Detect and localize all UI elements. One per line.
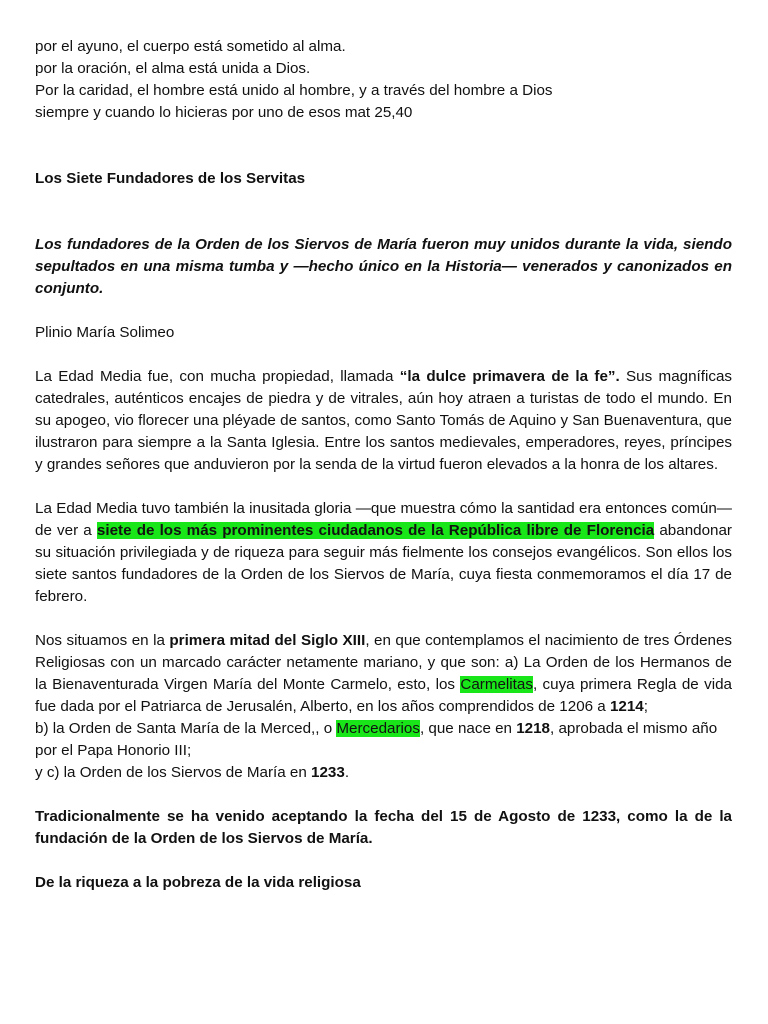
author-name: Plinio María Solimeo	[35, 324, 175, 341]
paragraph-3-bold-century: primera mitad del Siglo XIII	[169, 632, 366, 649]
article-title: Los Siete Fundadores de los Servitas	[35, 170, 306, 187]
paragraph-3-text-2: , en que contemplamos el nacimiento de tres Órdenes Religiosas con un marcado carácter netamente mariano, y que son: a) La Orden de los Hermanos de la Bienaventurada Virgen María del Monte Carmelo, esto, los	[35, 632, 733, 693]
paragraph-4-bold: Tradicionalmente se ha venido aceptando la fecha del 15 de Agosto de 1233, como la de la fundación de la Orden de los Siervos de María.	[35, 808, 732, 847]
year-1218: 1218	[516, 720, 551, 737]
intro-line-3: Por la caridad, el hombre está unido al hombre, y a través del hombre a Dios	[35, 82, 553, 99]
paragraph-3-line-c	[35, 762, 732, 784]
intro-line-2: por la oración, el alma está unida a Dios.	[35, 60, 311, 77]
paragraph-1-text-end: Sus magníficas catedrales, auténticos encajes de piedra y de vitrales, aún hoy atraen a turistas de todo el mundo. En su apogeo, vio florecer una pléyade de santos, como Santo Tomás de Aquino y San Buenaventura, que ilustraron para siempre a la Santa Iglesia. Entre los santos medievales, emperadores, reyes, príncipes y grandes señores que anduvieron por la senda de la virtud fueron elevados a la honra de los altares.	[35, 368, 732, 473]
paragraph-3-text-3: , cuya primera Regla de vida fue dada por el Patriarca de Jerusalén, Alberto, en los años comprendidos de 1206 a	[35, 676, 732, 715]
paragraph-2-text-start: La Edad Media tuvo también la inusitada gloria —que muestra cómo la santidad era entonces común— de ver a	[35, 500, 732, 539]
line-c-text-2: .	[344, 764, 350, 781]
paragraph-1-text-start: La Edad Media fue, con mucha propiedad, llamada	[35, 368, 400, 385]
highlight-carmelitas: Carmelitas	[460, 676, 533, 693]
document-page	[35, 36, 732, 894]
line-b-text-3: , aprobada el mismo año por el Papa Honorio III;	[35, 720, 718, 759]
line-b-text-1: b) la Orden de Santa María de la Merced,, o	[35, 720, 337, 737]
intro-line-1: por el ayuno, el cuerpo está sometido al alma.	[35, 38, 346, 55]
paragraph-3-text-1: Nos situamos en la	[35, 632, 170, 649]
line-c-text-1: y c) la Orden de los Siervos de María en	[35, 764, 312, 781]
paragraph-3	[35, 630, 732, 718]
paragraph-2-text-end: abandonar su situación privilegiada y de riqueza para seguir más fielmente los consejos evangélicos. Son ellos los siete santos fundadores de la Orden de los Siervos de María, cuya fiesta conmemoramos el día 17 de febrero.	[35, 522, 732, 605]
article-subtitle: Los fundadores de la Orden de los Siervos de María fueron muy unidos durante la vida, siendo sepultados en una misma tumba y —hecho único en la Historia— venerados y canonizados en conjunto.	[35, 236, 732, 297]
paragraph-3-text-4: ;	[643, 698, 648, 715]
highlight-mercedarios: Mercedarios	[336, 720, 420, 737]
paragraph-1-bold-quote: “la dulce primavera de la fe”.	[399, 368, 620, 385]
intro-line-4: siempre y cuando lo hicieras por uno de esos mat 25,40	[35, 104, 413, 121]
paragraph-3-line-b	[35, 718, 732, 762]
paragraph-2-highlight: siete de los más prominentes ciudadanos de la República libre de Florencia	[96, 522, 655, 539]
paragraph-2	[35, 498, 732, 608]
year-1214: 1214	[609, 698, 644, 715]
paragraph-1	[35, 366, 732, 476]
section-heading: De la riqueza a la pobreza de la vida religiosa	[35, 874, 361, 891]
year-1233: 1233	[311, 764, 345, 781]
line-b-text-2: , que nace en	[419, 720, 517, 737]
